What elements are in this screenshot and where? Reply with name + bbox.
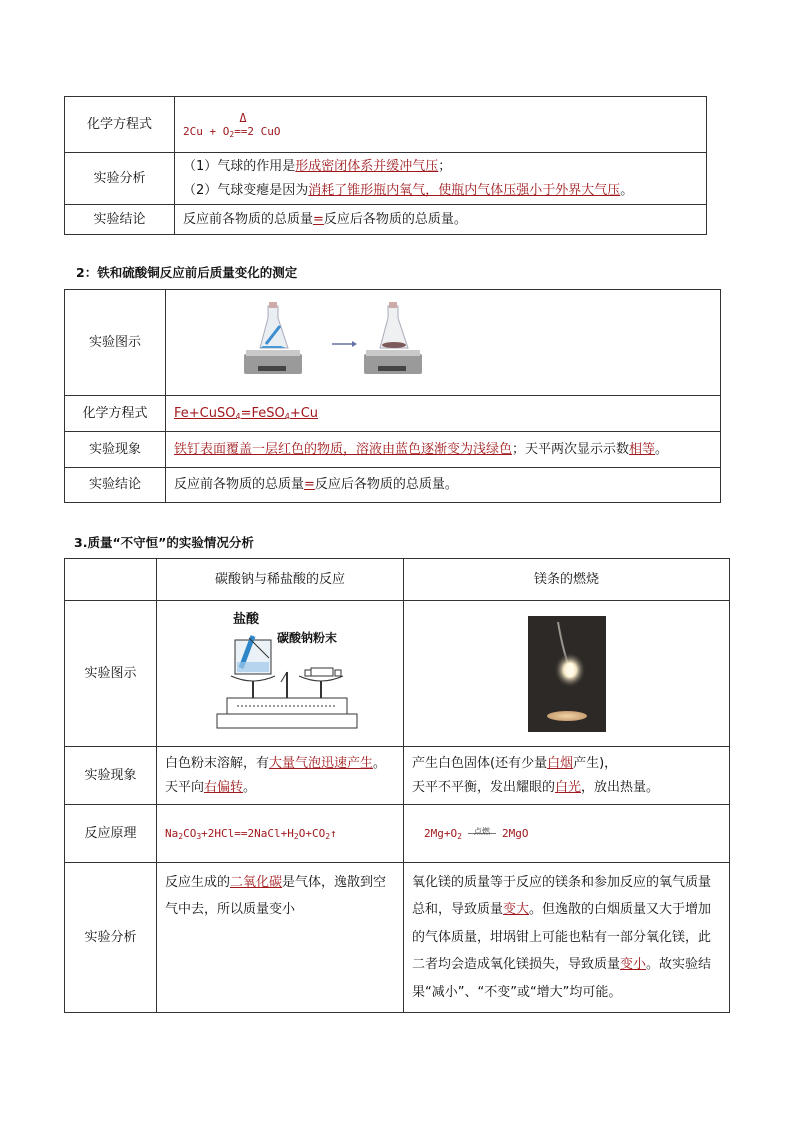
table-row xyxy=(65,432,721,468)
column-header-magnesium: 镁条的燃烧 xyxy=(404,559,730,601)
table-row xyxy=(65,205,707,235)
row-label: 化学方程式 xyxy=(65,396,166,432)
label-hydrochloric-acid: 盐酸 xyxy=(233,611,260,627)
experiment-photo-balance xyxy=(236,298,476,388)
phenomenon-cell-2: 产生白色固体(还有少量白烟产生)， 天平不平衡，发出耀眼的白光，放出热量。 xyxy=(404,747,730,805)
section-heading-3: 3.质量“不守恒”的实验情况分析 xyxy=(74,535,254,550)
balance-after-image xyxy=(364,302,422,374)
row-label: 实验结论 xyxy=(65,205,175,235)
principle-cell-1 xyxy=(157,805,404,863)
row-label: 实验分析 xyxy=(65,863,157,1013)
equation-cell xyxy=(175,97,707,153)
magnesium-burning-photo xyxy=(528,616,606,732)
header-empty xyxy=(65,559,157,601)
chemical-equation: $2Mg+O_2$ 点燃 2MgO xyxy=(424,827,528,840)
column-header-sodium-carbonate: 碳酸钠与稀盐酸的反应 xyxy=(157,559,404,601)
image-cell xyxy=(157,601,404,747)
table-row xyxy=(65,863,730,1013)
balance-before-image xyxy=(244,302,302,374)
table-iron-copper-sulfate xyxy=(64,289,721,503)
row-label: 反应原理 xyxy=(65,805,157,863)
principle-cell-2 xyxy=(404,805,730,863)
conclusion-cell: 反应前各物质的总质量=反应后各物质的总质量。 xyxy=(166,468,721,503)
row-label: 实验结论 xyxy=(65,468,166,503)
image-cell xyxy=(404,601,730,747)
phenomenon-cell: 铁钉表面覆盖一层红色的物质，溶液由蓝色逐渐变为浅绿色；天平两次显示示数相等。 xyxy=(166,432,721,468)
phenomenon-cell-1: 白色粉末溶解，有大量气泡迅速产生。天平向右偏转。 xyxy=(157,747,404,805)
table-row xyxy=(65,290,721,396)
table-row xyxy=(65,468,721,503)
row-label: 实验现象 xyxy=(65,432,166,468)
condition-delta: Δ xyxy=(239,110,247,125)
row-label: 化学方程式 xyxy=(65,97,175,153)
chemical-equation: Fe+CuSO$_4$=FeSO$_4$+Cu xyxy=(174,405,319,421)
analysis-cell-2: 氧化镁的质量等于反应的镁条和参加反应的氧气质量总和，导致质量变大。但逸散的白烟质量又大于增加的气体质量，坩埚钳上可能也粘有一部分氧化镁，此二者均会造成氧化镁损失，导致质量变小。故实验结果“减小”、“不变”或“增大”均可能。 xyxy=(404,863,730,1013)
row-label: 实验图示 xyxy=(65,290,166,396)
row-label: 实验图示 xyxy=(65,601,157,747)
chemical-equation: Δ $2Cu + O_2==2$ CuO xyxy=(183,121,281,143)
analysis-line-1: （1）气球的作用是形成密闭体系并缓冲气压； xyxy=(183,158,452,174)
table-row xyxy=(65,805,730,863)
image-cell xyxy=(166,290,721,396)
table-row xyxy=(65,601,730,747)
table-row xyxy=(65,153,707,205)
table-mass-nonconservation xyxy=(64,558,730,1013)
condition-ignite: 点燃 xyxy=(473,827,490,836)
chemical-equation: $Na_2CO_3+2HCl==2NaCl+H_2O+CO_2↑$ xyxy=(165,826,337,841)
row-label: 实验现象 xyxy=(65,747,157,805)
table-row xyxy=(65,97,707,153)
equation-cell xyxy=(166,396,721,432)
conclusion-cell: 反应前各物质的总质量=反应后各物质的总质量。 xyxy=(175,205,707,235)
arrowhead-icon xyxy=(352,341,357,347)
label-sodium-carbonate-powder: 碳酸钠粉末 xyxy=(277,630,338,645)
table-copper-oxygen xyxy=(64,96,707,235)
table-row xyxy=(65,747,730,805)
analysis-line-2: （2）气球变瘪是因为消耗了锥形瓶内氧气，使瓶内气体压强小于外界大气压。 xyxy=(183,182,634,198)
table-header-row xyxy=(65,559,730,601)
analysis-cell xyxy=(175,153,707,205)
balance-diagram xyxy=(207,610,367,738)
table-row xyxy=(65,396,721,432)
section-heading-2: 2：铁和硫酸铜反应前后质量变化的测定 xyxy=(76,265,298,280)
row-label: 实验分析 xyxy=(65,153,175,205)
analysis-cell-1: 反应生成的二氧化碳是气体，逸散到空气中去，所以质量变小 xyxy=(157,863,404,1013)
reaction-arrow xyxy=(468,827,496,836)
